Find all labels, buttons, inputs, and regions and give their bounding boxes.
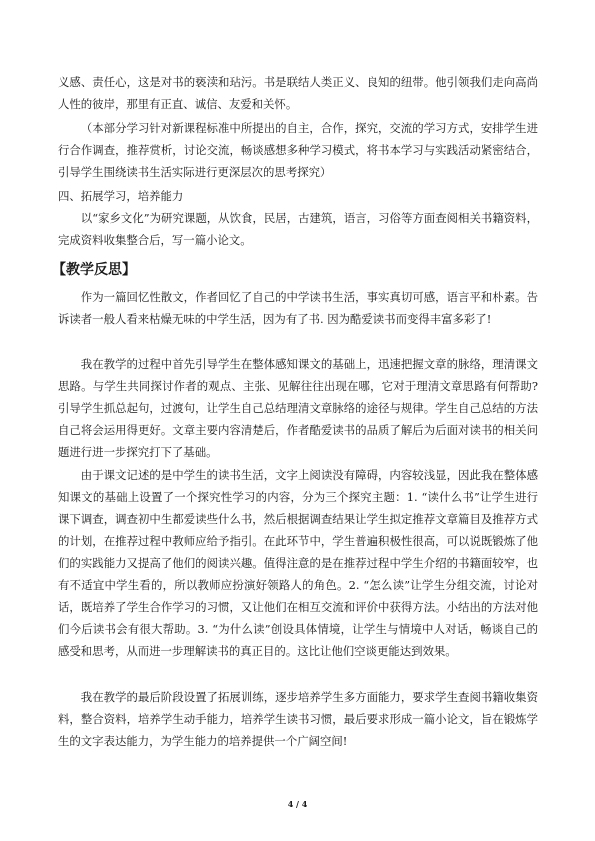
section-four-title: 四、拓展学习，培养能力 [58, 189, 184, 203]
reflection-heading: 【教学反思】 [52, 262, 136, 278]
reflection-paragraph-4: 我在教学的最后阶段设置了拓展训练，逐步培养学生多方面能力，要求学生查阅书籍收集资料，整合资料，培养学生动手能力，培养学生读书习惯，最后要求形成一篇小论文，旨在锻炼学生的文字表达能力，为学生能力的培养提供一个广阔空间! [58, 690, 538, 748]
reflection-paragraph-1: 作为一篇回忆性散文，作者回忆了自己的中学读书生活，事实真切可感，语言平和朴素。告诉读者一般人看来枯燥无味的中学生活，因为有了书. 因为酷爱读书而变得丰富多彩了! [58, 290, 538, 326]
reflection-paragraph-3: 由于课文记述的是中学生的读书生活，文字上阅读没有障碍，内容较浅显，因此我在整体感知课文的基础上设置了一个探究性学习的内容，分为三个探究主题：1. “读什么书”让学生进行课下调查，调查初中生都爱读些什么书，然后根据调查结果让学生拟定推荐文章篇目及推荐方式的计划，在推荐过程中教师应给予指引。在此环节中，学生普遍积极性很高，可以说既锻炼了他们的实践能力又提高了他们的阅读兴趣。值得注意的是在推荐过程中学生介绍的书籍面较窄，也有不适宜中学生看的，所以教师应扮演好领路人的角色。2. “怎么读”让学生分组交流，讨论对话，既培养了学生合作学习的习惯，又让他们在相互交流和评价中获得方法。小结出的方法对他们今后读书会有很大帮助。3. “为什么读”创设具体情境，让学生与情境中人对话，畅谈自己的感受和思考，从而进一步理解读书的真正目的。这比让他们空谈更能达到效果。 [58, 468, 538, 658]
paragraph-study-note: （本部分学习针对新课程标准中所提出的自主，合作，探究，交流的学习方式，安排学生进行合作调查，推荐赏析，讨论交流，畅谈感想多种学习模式，将书本学习与实践活动紧密结合，引导学生围绕读书生活实际进行更深层次的思考探究） [58, 121, 538, 179]
reflection-paragraph-2: 我在教学的过程中首先引导学生在整体感知课文的基础上，迅速把握文章的脉络，理清课文思路。与学生共同探讨作者的观点、主张、见解往往出现在哪，它对于理清文章思路有何帮助?引导学生抓总起句，过渡句，让学生自己总结理清文章脉络的途径与规律。学生自己总结的方法自己将会运用得更好。文章主要内容清楚后，作者酷爱读书的品质了解后为后面对读书的相关问题进行进一步探究打下了基础。 [58, 357, 538, 459]
paragraph-extension-task: 以“家乡文化”为研究课题，从饮食，民居，古建筑，语言，习俗等方面查阅相关书籍资料，完成资料收集整合后，写一篇小论文。 [58, 211, 538, 247]
paragraph-continuation: 义感、责任心，这是对书的亵渎和玷污。书是联结人类正义、良知的纽带。他引领我们走向高尚人性的彼岸，那里有正直、诚信、友爱和关怀。 [58, 75, 538, 111]
page-number: 4 / 4 [287, 799, 308, 809]
